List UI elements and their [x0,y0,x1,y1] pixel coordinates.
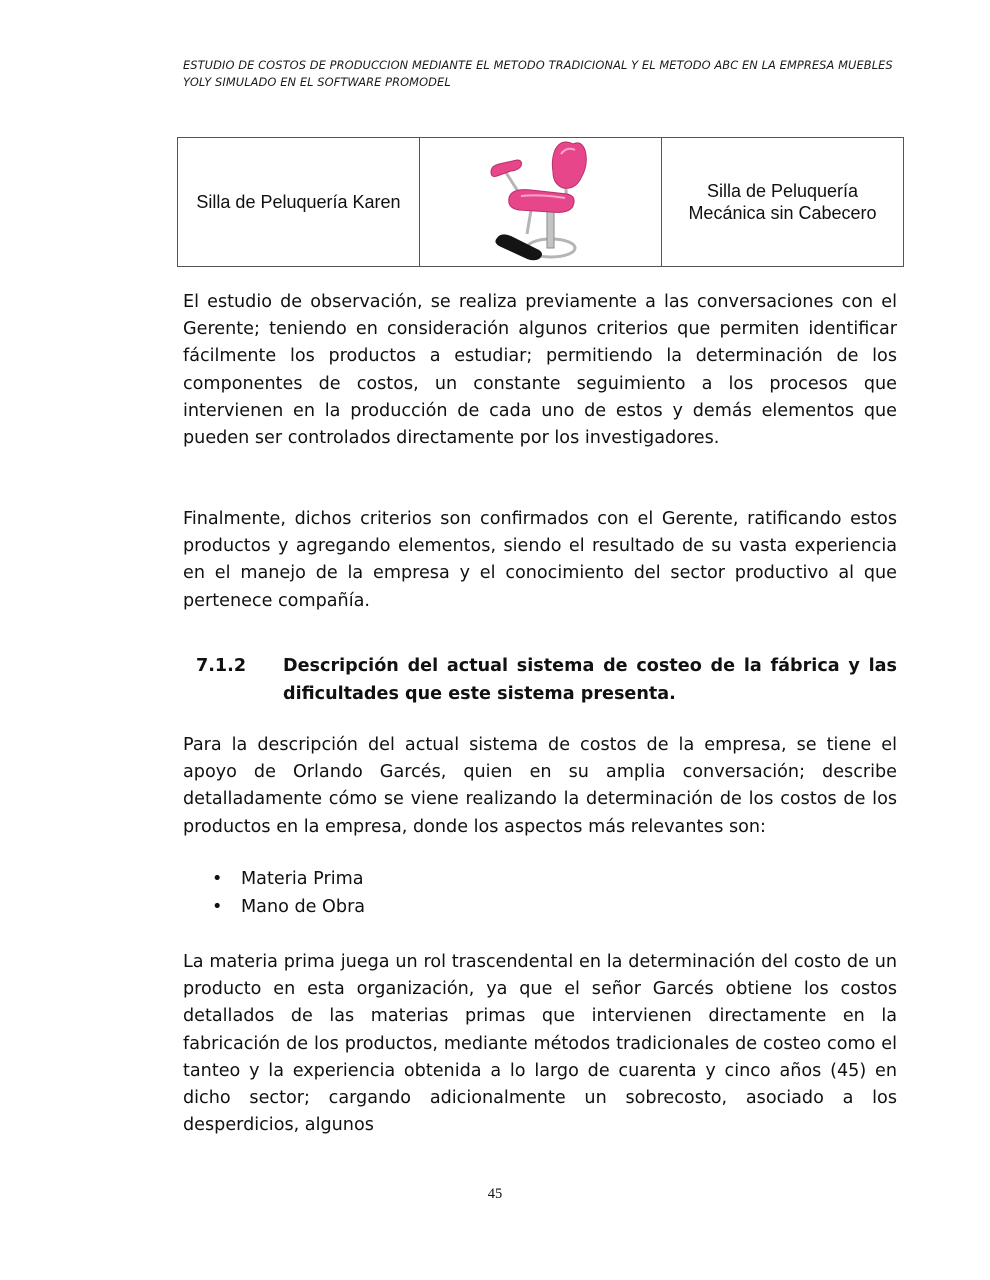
product-table [177,137,904,267]
product-image-cell [420,138,662,267]
product-description-cell: Silla de Peluquería Mecánica sin Cabecero [662,138,904,267]
running-header: ESTUDIO DE COSTOS DE PRODUCCION MEDIANTE EL METODO TRADICIONAL Y EL METODO ABC EN LA EMPRESA MUEBLES YOLY SIMULADO EN EL SOFTWARE PROMODEL [183,58,893,89]
cost-aspects-list [183,866,897,921]
confirmation-paragraph: Finalmente, dichos criterios son confirmados con el Gerente, ratificando estos productos y agregando elementos, siendo el resultado de su vasta experiencia en el manejo de la empresa y el conocimiento del sector productivo al que pertenece compañía. [183,509,897,611]
list-item [183,866,897,894]
section-number: 7.1.2 [196,656,247,676]
product-row [178,138,904,267]
bullet-icon: • [212,896,223,917]
list-item-label: Materia Prima [241,869,364,889]
pink-barber-chair-icon [481,138,601,266]
raw-material-paragraph: La materia prima juega un rol trascendental en la determinación del costo de un producto en esta organización, ya que el señor Garcés obtiene los costos detallados de las materias primas que intervienen directamente en la fabricación de los productos, mediante métodos tradicionales de costeo como el tanteo y la experiencia obtenida a lo largo de cuarenta y cinco años (45) en dicho sector; cargando adicionalmente un sobrecosto, asociado a los desperdicios, algunos [183,952,897,1136]
section-title: Descripción del actual sistema de costeo de la fábrica y las dificultades que este sistema presenta. [283,656,897,704]
bullet-icon: • [212,869,223,889]
list-item [183,894,897,922]
observation-paragraph: El estudio de observación, se realiza previamente a las conversaciones con el Gerente; teniendo en consideración algunos criterios que permiten identificar fácilmente los productos a estudiar; permitiendo la determinación de los componentes de costos, un constante seguimiento a los procesos que intervienen en la producción de cada uno de estos y demás elementos que pueden ser controlados directamente por los investigadores. [183,292,897,449]
description-intro-paragraph: Para la descripción del actual sistema de costos de la empresa, se tiene el apoyo de Orlando Garcés, quien en su amplia conversación; describe detalladamente cómo se viene realizando la determinación de los costos de los productos en la empresa, donde los aspectos más relevantes son: [183,735,897,837]
list-item-label: Mano de Obra [241,896,366,917]
product-name-cell: Silla de Peluquería Karen [178,138,420,267]
page-number: 45 [487,1186,503,1202]
